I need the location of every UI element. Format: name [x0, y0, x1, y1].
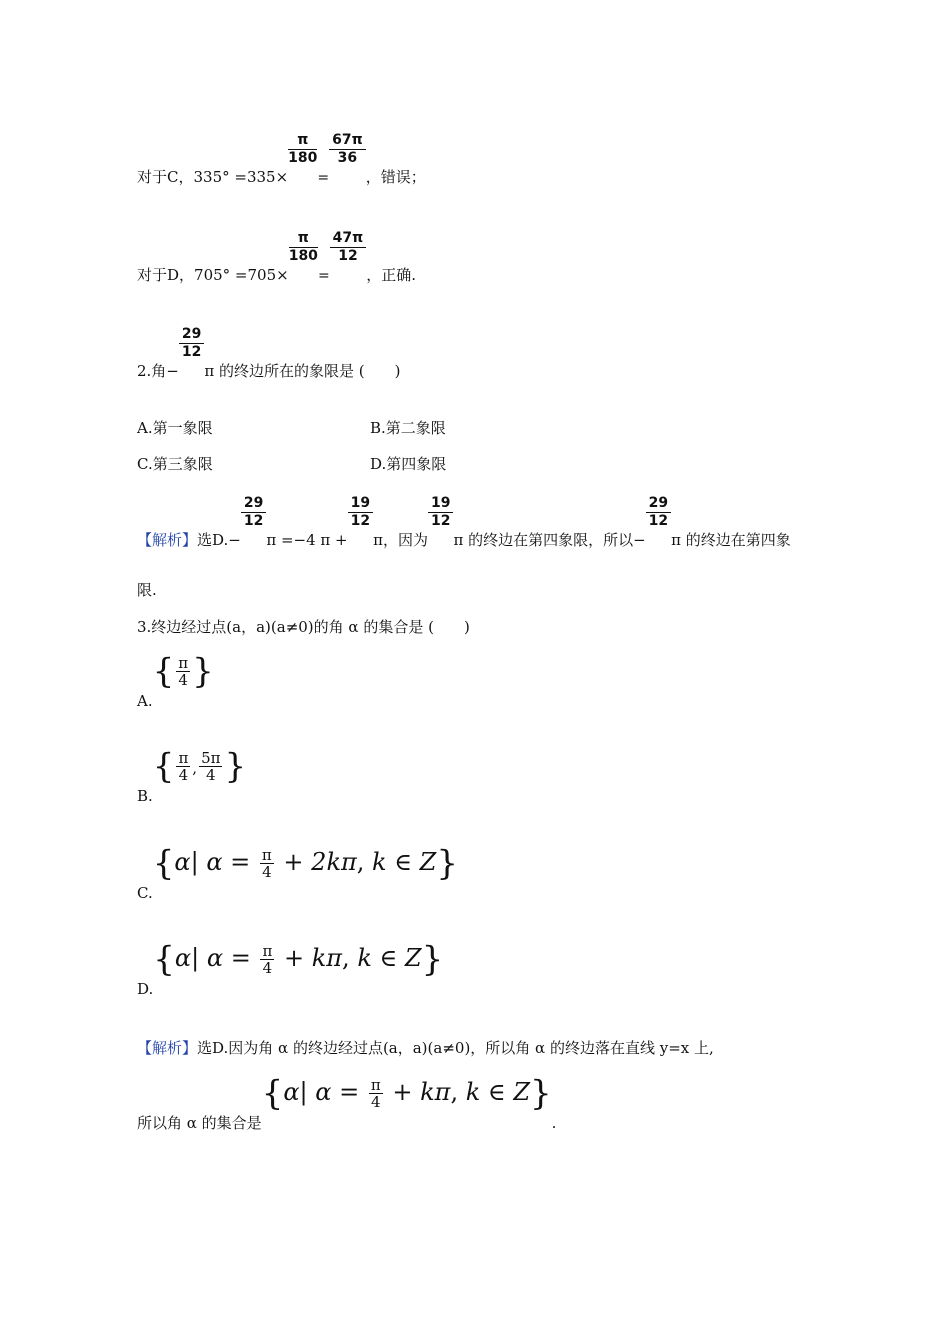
option-label: D.: [137, 980, 154, 998]
set-alpha-kpi: [153, 939, 444, 980]
q3-analysis-line-2: [137, 1073, 557, 1132]
frac-den: 4: [262, 959, 273, 977]
fraction-5pi-over-4: [199, 750, 222, 783]
right-brace: }: [530, 1073, 552, 1114]
alpha: α: [206, 848, 223, 876]
option-label: B.: [137, 787, 153, 805]
fraction-pi-over-180: [289, 230, 318, 265]
fraction-29-over-12: [646, 495, 671, 530]
k: k: [465, 1078, 481, 1106]
frac-num: π: [289, 230, 318, 248]
equals: =: [317, 170, 330, 186]
c-suffix: ，错误；: [365, 168, 426, 186]
alpha: α: [315, 1078, 332, 1106]
set-alpha-2kpi: [152, 843, 458, 884]
frac-num: π: [262, 942, 273, 960]
frac-num: 67π: [329, 132, 366, 150]
frac-num: π: [288, 132, 317, 150]
comma: ,: [342, 944, 350, 972]
fraction-pi-over-180: [288, 132, 317, 167]
frac-den: 12: [648, 513, 669, 529]
right-brace: }: [192, 651, 214, 692]
set-pi-over-4: [152, 651, 214, 692]
k: k: [357, 944, 372, 972]
element-of: ∈: [487, 1078, 506, 1106]
option-label: A.: [137, 692, 153, 710]
fraction-19-over-12: [348, 495, 373, 530]
alpha: α: [283, 1078, 300, 1106]
fraction-pi-over-4: [260, 847, 274, 880]
q2-option-d: D.第四象限: [370, 455, 447, 473]
analysis-text-2: π =−4 π +: [266, 531, 348, 549]
frac-num: 19: [428, 495, 453, 513]
term-kpi: kπ: [420, 1078, 451, 1106]
fraction-29-over-12: [179, 326, 204, 361]
element-of: ∈: [379, 944, 398, 972]
bar: |: [191, 944, 200, 972]
fraction-19-over-12: [428, 495, 453, 530]
analysis-text: 选D.因为角 α 的终边经过点(a，a)(a≠0)，所以角 α 的终边落在直线 y=x 上,: [197, 1039, 714, 1057]
q2-option-c: C.第三象限: [137, 455, 213, 473]
frac-den: 12: [181, 344, 202, 360]
q3-option-a: [137, 651, 214, 710]
question-3-stem: 3.终边经过点(a，a)(a≠0)的角 α 的集合是 ( ): [137, 618, 470, 636]
alpha: α: [174, 944, 192, 972]
fraction-pi-over-4: [176, 655, 190, 688]
frac-den: 180: [288, 150, 318, 166]
frac-num: 29: [646, 495, 671, 513]
frac-den: 4: [178, 766, 189, 784]
q2-prefix: 2.角−: [137, 362, 179, 380]
frac-den: 4: [262, 863, 272, 881]
fraction-pi-over-4: [176, 750, 190, 783]
frac-num: 29: [179, 326, 204, 344]
left-brace: {: [261, 1073, 284, 1114]
equals: =: [230, 848, 251, 876]
fraction-pi-over-4: [369, 1077, 383, 1110]
frac-den: 12: [350, 513, 371, 529]
right-brace: }: [421, 939, 444, 980]
frac-den: 36: [337, 150, 358, 166]
set-alpha-kpi-answer: [261, 1073, 552, 1114]
alpha: α: [206, 944, 224, 972]
equals: =: [339, 1078, 360, 1106]
alpha: α: [174, 848, 191, 876]
frac-num: 47π: [330, 230, 367, 248]
k: k: [372, 848, 387, 876]
d-suffix: ，正确.: [366, 266, 417, 284]
equals: =: [317, 268, 330, 284]
frac-num: π: [178, 654, 189, 672]
fraction-29-over-12: [241, 495, 266, 530]
frac-den: 4: [206, 766, 216, 784]
left-brace: {: [152, 651, 175, 692]
comma: ,: [450, 1078, 459, 1106]
d-prefix: 对于D，705° =705×: [137, 266, 289, 284]
plus: +: [392, 1078, 413, 1106]
right-brace: }: [436, 843, 458, 884]
fraction-47pi-over-12: [330, 230, 367, 265]
analysis-text-4: π 的终边在第四象限，所以−: [453, 531, 646, 549]
analysis-tag: 【解析】: [137, 531, 198, 549]
q3-option-c: [137, 843, 458, 902]
q3-option-b: [137, 746, 247, 805]
frac-den: 4: [371, 1093, 381, 1111]
integers-z: Z: [404, 944, 422, 972]
term-kpi: kπ: [311, 944, 343, 972]
option-label: C.: [137, 884, 153, 902]
set-pi-over-4-and-5pi-over-4: [152, 746, 247, 787]
analysis-text-5: π 的终边在第四象: [671, 531, 791, 549]
question-2-stem: [137, 326, 401, 387]
frac-num: 5π: [201, 749, 221, 767]
frac-den: 4: [178, 671, 188, 689]
frac-num: π: [370, 1076, 381, 1094]
q3-option-d: [137, 939, 444, 998]
integers-z: Z: [513, 1078, 531, 1106]
integers-z: Z: [419, 848, 437, 876]
bar: |: [299, 1078, 308, 1106]
element-of: ∈: [394, 848, 412, 876]
analysis-text-3: π，因为: [373, 531, 428, 549]
frac-den: 12: [430, 513, 451, 529]
right-brace: }: [224, 746, 247, 787]
q2-option-a: A.第一象限: [137, 419, 213, 437]
q2-option-b: B.第二象限: [370, 419, 446, 437]
plus: +: [283, 944, 305, 972]
frac-num: π: [261, 846, 272, 864]
q2-analysis-continued: 限.: [137, 581, 157, 599]
term-2kpi: 2kπ: [311, 848, 357, 876]
fraction-pi-over-4: [260, 943, 274, 976]
fraction-67pi-over-36: [329, 132, 366, 167]
q2-analysis: [137, 495, 791, 556]
frac-num: 29: [241, 495, 266, 513]
bar: |: [190, 848, 199, 876]
left-brace: {: [152, 843, 175, 884]
analysis-line-2-text: 所以角 α 的集合是: [137, 1114, 262, 1132]
left-brace: {: [153, 939, 175, 980]
analysis-text-1: 选D.−: [197, 531, 241, 549]
equals: =: [230, 944, 251, 972]
q2-suffix: π 的终边所在的象限是 ( ): [204, 362, 401, 380]
period: .: [551, 1114, 557, 1132]
q3-analysis: [137, 1038, 714, 1058]
left-brace: {: [152, 746, 175, 787]
frac-num: π: [178, 749, 189, 767]
analysis-tag: 【解析】: [137, 1039, 198, 1057]
frac-den: 12: [338, 248, 358, 264]
frac-den: 12: [243, 513, 264, 529]
comma: ,: [356, 848, 365, 876]
c-prefix: 对于C，335° =335×: [137, 168, 289, 186]
frac-den: 180: [288, 248, 318, 264]
plus: +: [283, 848, 304, 876]
frac-num: 19: [348, 495, 373, 513]
comma: ,: [192, 759, 198, 777]
